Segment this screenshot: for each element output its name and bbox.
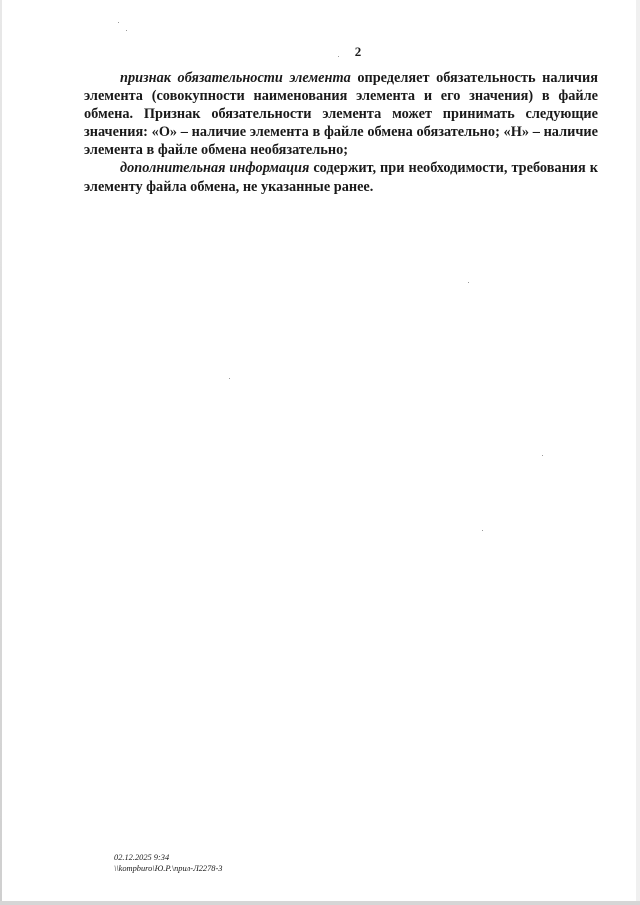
term-italic: дополнительная информация — [120, 160, 310, 177]
scan-speck — [126, 30, 127, 31]
scan-speck — [118, 22, 119, 23]
scan-speck — [468, 282, 469, 283]
paragraph-mandatory-attribute — [84, 69, 598, 159]
document-footer — [114, 853, 222, 874]
footer-timestamp: 02.12.2025 9:34 — [114, 853, 170, 862]
document-body — [84, 69, 598, 196]
scan-right-edge — [636, 0, 640, 905]
page-number: 2 — [354, 44, 362, 59]
paragraph-text: содержит, при необходимости, требования к элементу файла обмена, не указанные ранее. — [84, 160, 598, 195]
footer-file-path: \\kompburo\Ю.Р.\прил-Л2278-3 — [114, 863, 223, 873]
paragraph-text: определяет обязательность наличия элемента (совокупности наименования элемента и его значения) в файле обмена. Признак обязательности элемента может принимать следующие значения: «О» – наличие элемента в файле обмена обязательно; «Н» – наличие элемента в файле обмена необязательно; — [84, 70, 598, 159]
paragraph-additional-info — [84, 159, 598, 195]
scan-speck — [542, 455, 543, 456]
scan-left-edge — [0, 0, 2, 905]
scan-bottom-edge — [0, 901, 640, 905]
scan-speck — [229, 378, 230, 379]
term-italic: признак обязательности элемента — [120, 70, 351, 86]
scan-speck — [482, 530, 483, 531]
